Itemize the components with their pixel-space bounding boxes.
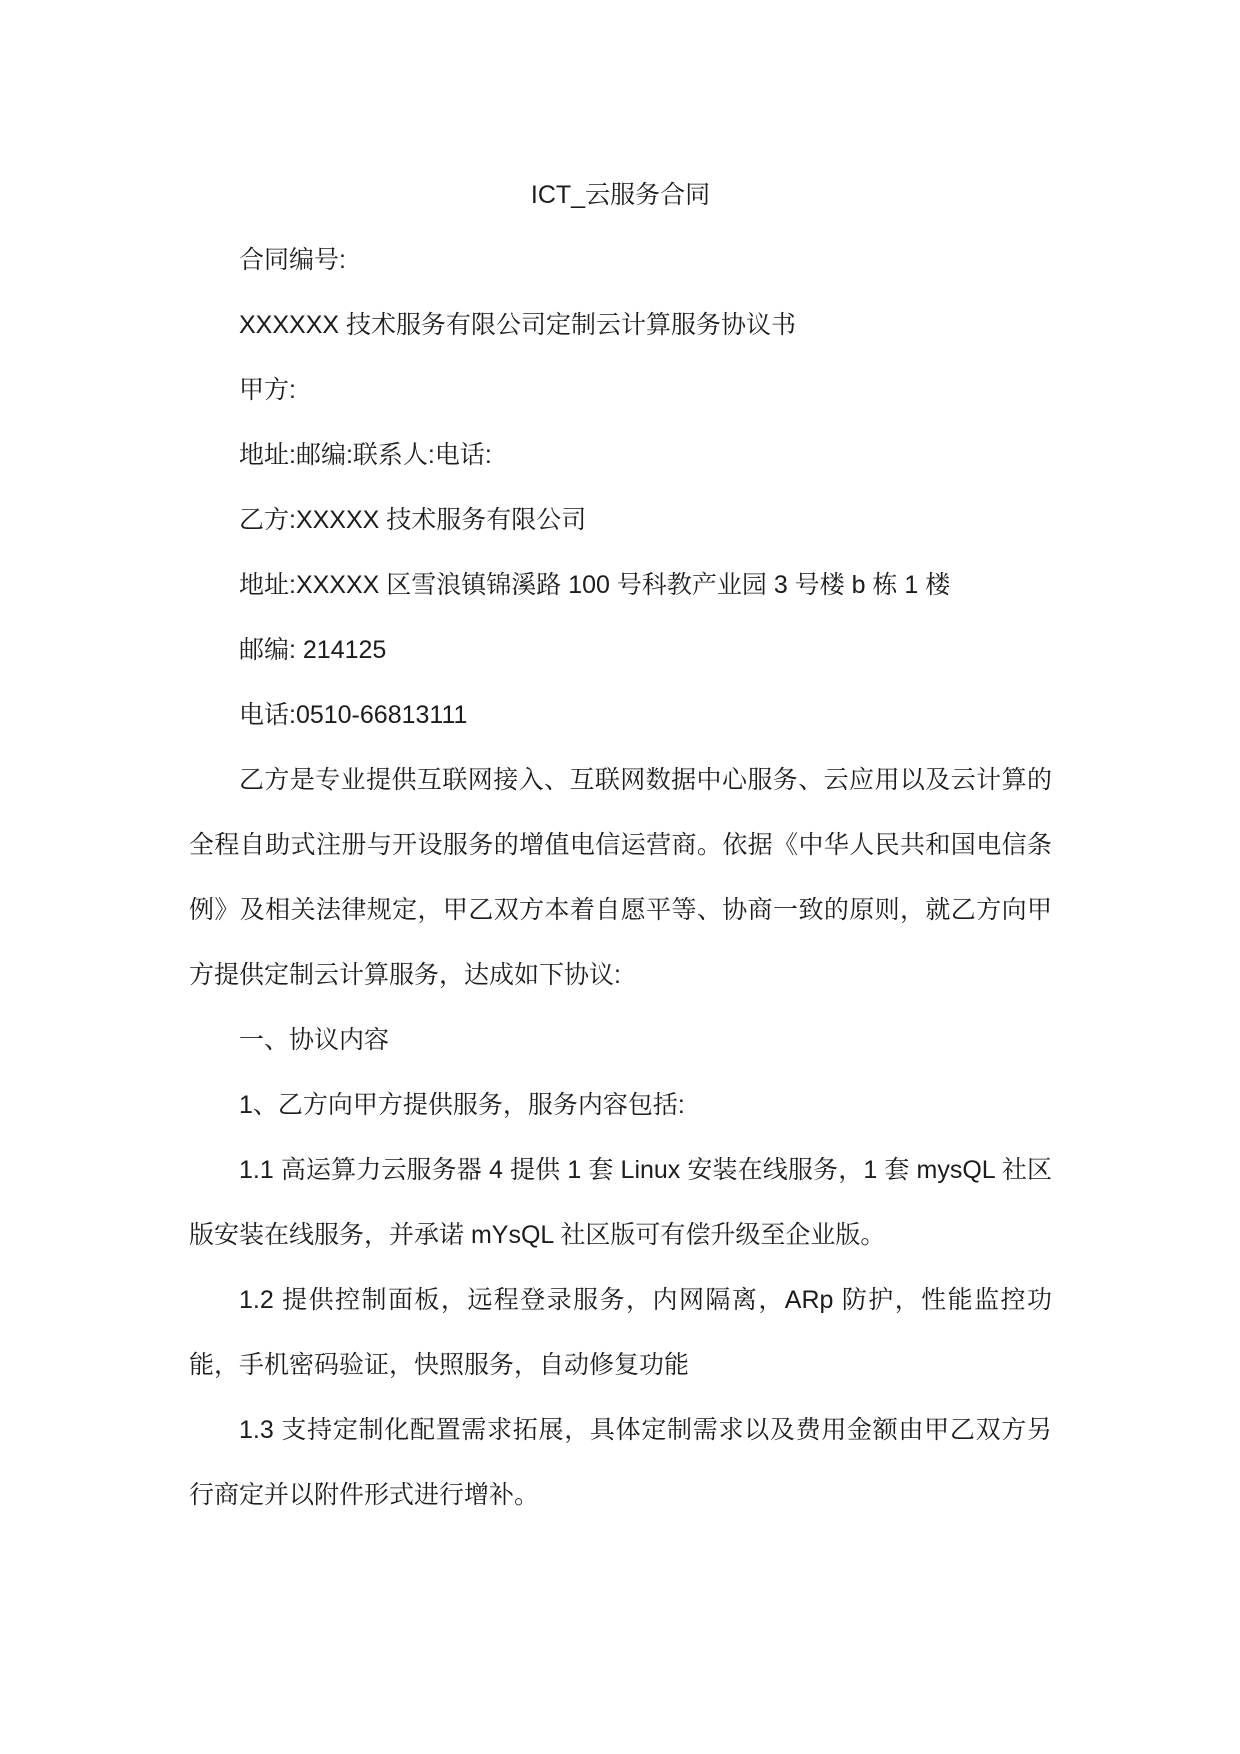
sub-clause-1-3 bbox=[189, 1398, 1052, 1528]
preamble-paragraph bbox=[189, 748, 1052, 1008]
paragraph-line: 方提供定制云计算服务，达成如下协议: bbox=[189, 961, 621, 989]
paragraph-line: 全程自助式注册与开设服务的增值电信运营商。依据《中华人民共和国电信条 bbox=[189, 831, 1052, 859]
sub-clause-1-1 bbox=[189, 1138, 1052, 1268]
contract-number-line: 合同编号: bbox=[239, 246, 346, 274]
party-b-address-line: 地址:XXXXX 区雪浪镇锦溪路 100 号科教产业园 3 号楼 b 栋 1 楼 bbox=[239, 571, 951, 599]
party-b-line: 乙方:XXXXX 技术服务有限公司 bbox=[239, 506, 587, 534]
paragraph-line: 乙方是专业提供互联网接入、互联网数据中心服务、云应用以及云计算的 bbox=[239, 766, 1052, 794]
clause-1: 1、乙方向甲方提供服务，服务内容包括: bbox=[239, 1091, 685, 1119]
paragraph-line: 例》及相关法律规定，甲乙双方本着自愿平等、协商一致的原则，就乙方向甲 bbox=[189, 896, 1052, 924]
document-body bbox=[189, 163, 1052, 1528]
paragraph-line: 能，手机密码验证，快照服务，自动修复功能 bbox=[189, 1351, 690, 1379]
sub-clause-1-2 bbox=[189, 1268, 1052, 1398]
document-title: ICT_云服务合同 bbox=[530, 181, 711, 209]
paragraph-line: 1.3 支持定制化配置需求拓展，具体定制需求以及费用金额由甲乙双方另 bbox=[239, 1416, 1052, 1444]
paragraph-line: 行商定并以附件形式进行增补。 bbox=[189, 1481, 540, 1509]
party-a-contact-line: 地址:邮编:联系人:电话: bbox=[239, 441, 492, 469]
agreement-name-line: XXXXXX 技术服务有限公司定制云计算服务协议书 bbox=[239, 311, 796, 339]
party-a-line: 甲方: bbox=[239, 376, 296, 404]
paragraph-line: 1.2 提供控制面板，远程登录服务，内网隔离，ARp 防护，性能监控功 bbox=[239, 1286, 1052, 1314]
paragraph-line: 版安装在线服务，并承诺 mYsQL 社区版可有偿升级至企业版。 bbox=[189, 1221, 886, 1249]
section-heading: 一、协议内容 bbox=[239, 1026, 390, 1054]
party-b-phone-line: 电话:0510-66813111 bbox=[239, 701, 468, 729]
party-b-postcode-line: 邮编: 214125 bbox=[239, 636, 387, 664]
paragraph-line: 1.1 高运算力云服务器 4 提供 1 套 Linux 安装在线服务，1 套 mysQL 社区 bbox=[239, 1156, 1052, 1184]
